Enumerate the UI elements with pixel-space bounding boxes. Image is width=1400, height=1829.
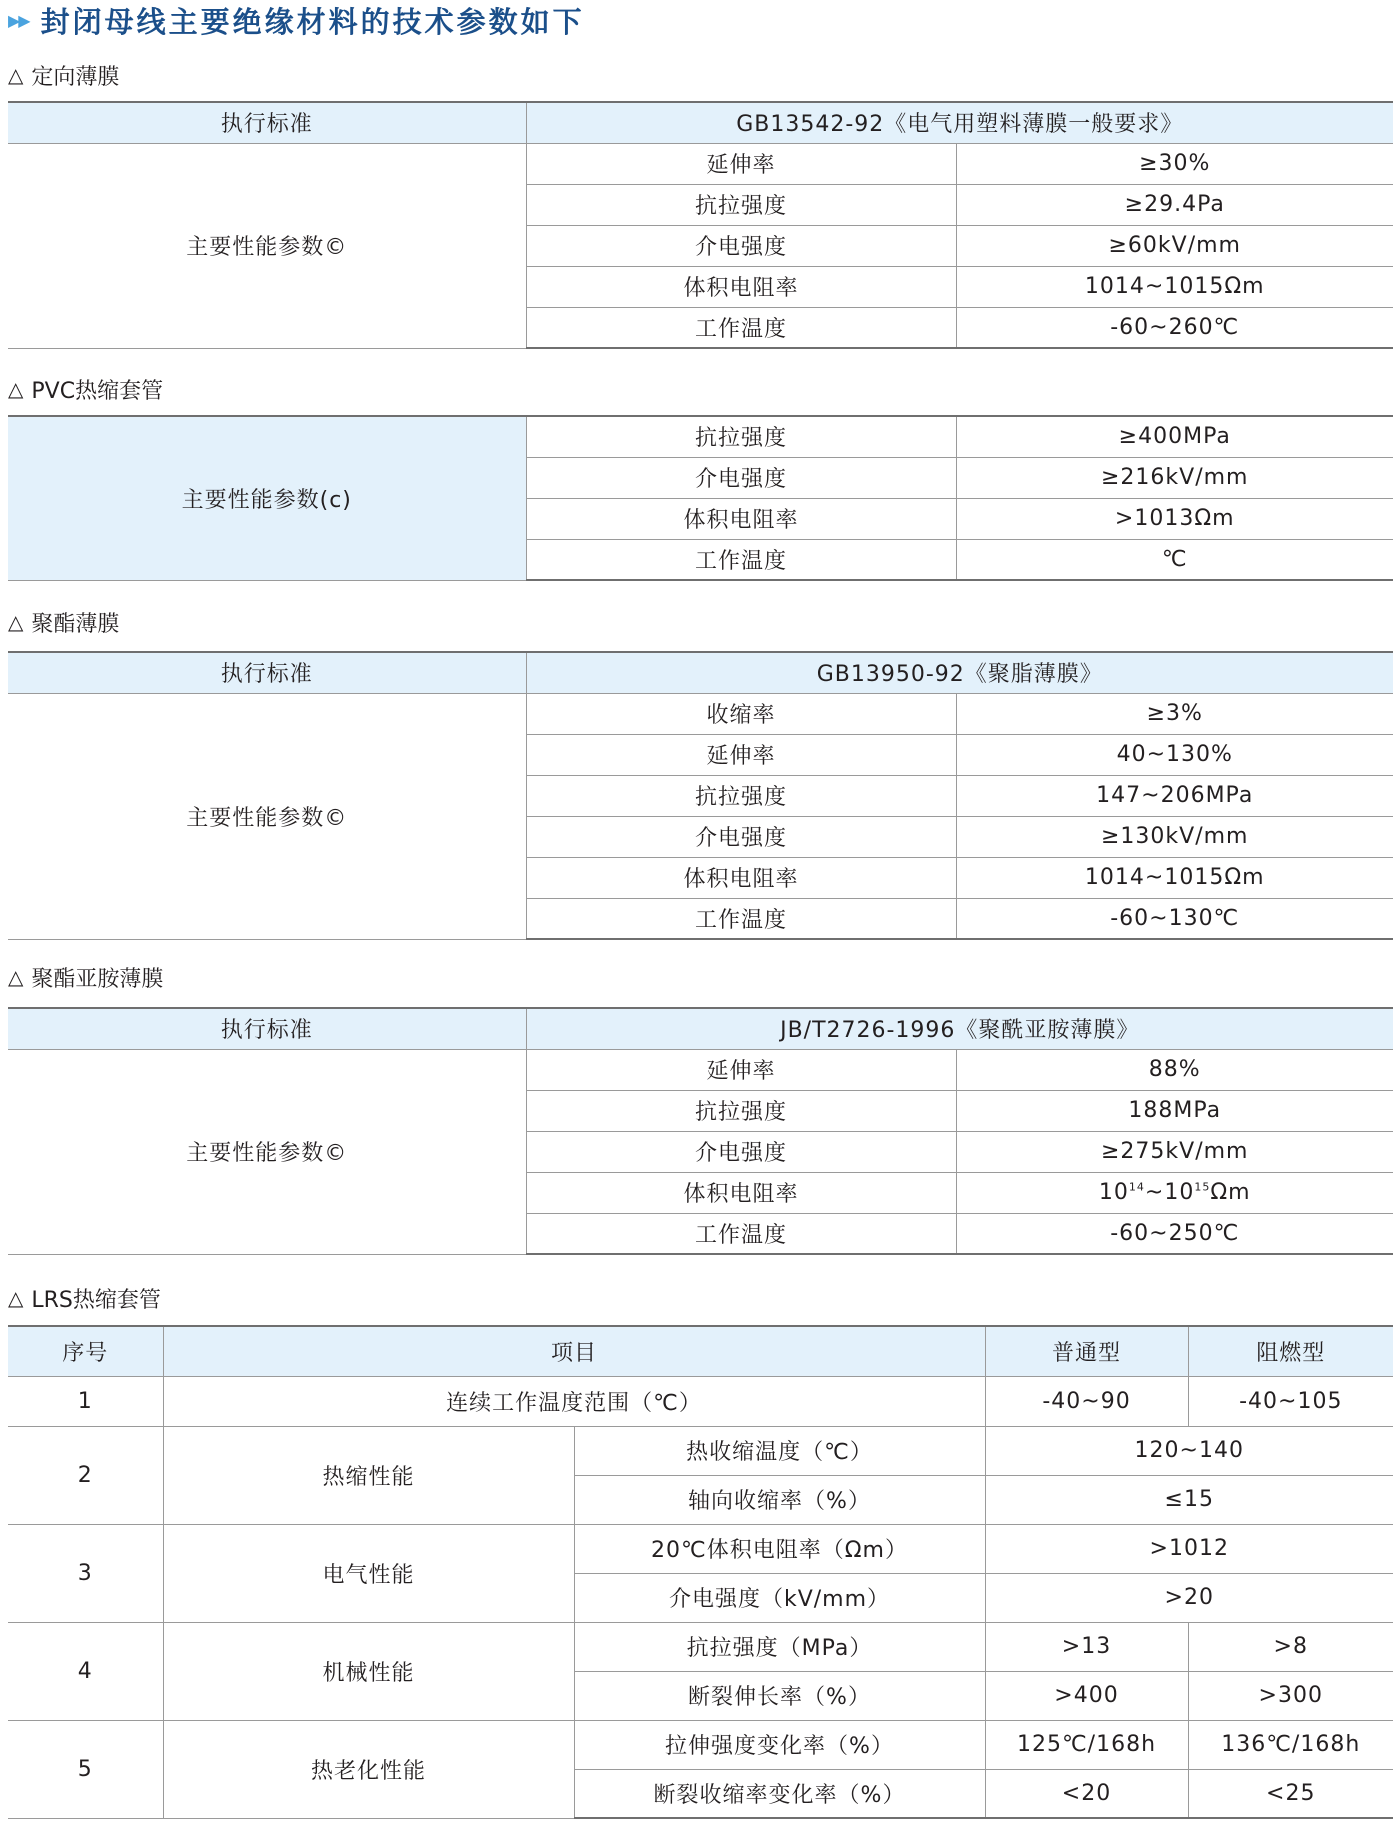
row-group: 热缩性能 (163, 1426, 574, 1524)
resistivity-unit: Ωm (1210, 1180, 1251, 1205)
row-sub-item: 轴向收缩率（%） (574, 1475, 985, 1524)
header-normal: 普通型 (985, 1326, 1188, 1376)
oriented-film-table (8, 101, 1393, 349)
shared-value: ≤15 (985, 1475, 1393, 1524)
param-value: ≥30% (956, 143, 1393, 184)
triangle-icon: △ (8, 63, 24, 87)
section-heading-text: LRS热缩套管 (31, 1287, 161, 1313)
param-name: 体积电阻率 (526, 1172, 956, 1213)
shared-value: 120~140 (985, 1426, 1393, 1475)
param-value: 147~206MPa (956, 775, 1393, 816)
pvc-sleeve-table (8, 415, 1393, 581)
normal-value: -40~90 (985, 1376, 1188, 1426)
row-sub-item: 20℃体积电阻率（Ωm） (574, 1524, 985, 1573)
param-value: ≥29.4Pa (956, 184, 1393, 225)
param-value: ℃ (956, 539, 1393, 580)
standard-label: 执行标准 (8, 652, 526, 693)
row-sub-item: 断裂收缩率变化率（%） (574, 1769, 985, 1818)
section-heading-text: 聚酯薄膜 (31, 611, 120, 637)
section-heading-polyester-film (8, 605, 119, 639)
section-heading-text: PVC热缩套管 (31, 378, 164, 404)
param-value: ≥400MPa (956, 416, 1393, 457)
param-label: 主要性能参数© (8, 1049, 526, 1254)
param-name: 抗拉强度 (526, 184, 956, 225)
triangle-icon: △ (8, 377, 24, 401)
triangle-icon: △ (8, 610, 24, 634)
param-name: 抗拉强度 (526, 1090, 956, 1131)
resistivity-base: 10 (1164, 1180, 1195, 1205)
param-name: 工作温度 (526, 539, 956, 580)
param-name: 介电强度 (526, 457, 956, 498)
header-item: 项目 (163, 1326, 985, 1376)
header-no: 序号 (8, 1326, 163, 1376)
row-no: 2 (8, 1426, 163, 1524)
row-no: 1 (8, 1376, 163, 1426)
row-sub-item: 热收缩温度（℃） (574, 1426, 985, 1475)
standard-value: GB13950-92《聚脂薄膜》 (526, 652, 1393, 693)
triangle-icon: △ (8, 1286, 24, 1310)
polyimide-film-table (8, 1007, 1393, 1255)
param-name: 介电强度 (526, 816, 956, 857)
row-sub-item: 断裂伸长率（%） (574, 1671, 985, 1720)
param-value: 40~130% (956, 734, 1393, 775)
param-value: 1014~1015Ωm (956, 857, 1393, 898)
param-label: 主要性能参数(c) (8, 416, 526, 580)
param-label: 主要性能参数© (8, 143, 526, 348)
row-sub-item: 抗拉强度（MPa） (574, 1622, 985, 1671)
standard-value: JB/T2726-1996《聚酰亚胺薄膜》 (526, 1008, 1393, 1049)
standard-label: 执行标准 (8, 102, 526, 143)
param-value: ≥216kV/mm (956, 457, 1393, 498)
resistivity-base: 10 (1098, 1180, 1129, 1205)
param-value: 1014~1015Ωm (956, 266, 1393, 307)
normal-value: 125℃/168h (985, 1720, 1188, 1769)
param-value: >1013Ωm (956, 498, 1393, 539)
row-sub-item: 介电强度（kV/mm） (574, 1573, 985, 1622)
param-value: 88% (956, 1049, 1393, 1090)
lrs-sleeve-table (8, 1325, 1393, 1819)
param-name: 延伸率 (526, 734, 956, 775)
row-item: 连续工作温度范围（℃） (163, 1376, 985, 1426)
double-arrow-icon: ▶▶ (8, 10, 29, 30)
section-heading-text: 定向薄膜 (31, 64, 120, 90)
range-separator: ~ (1144, 1180, 1165, 1205)
param-label: 主要性能参数© (8, 693, 526, 939)
param-name: 介电强度 (526, 1131, 956, 1172)
param-name: 介电强度 (526, 225, 956, 266)
page-title (8, 0, 585, 40)
flame-value: 136℃/168h (1188, 1720, 1393, 1769)
flame-value: <25 (1188, 1769, 1393, 1818)
polyester-film-table (8, 651, 1393, 940)
param-value: 188MPa (956, 1090, 1393, 1131)
shared-value: >20 (985, 1573, 1393, 1622)
param-value: ≥60kV/mm (956, 225, 1393, 266)
page-title-text: 封闭母线主要绝缘材料的技术参数如下 (40, 4, 585, 39)
section-heading-polyimide-film (8, 960, 163, 994)
row-no: 3 (8, 1524, 163, 1622)
param-value (956, 1172, 1393, 1213)
normal-value: >400 (985, 1671, 1188, 1720)
param-name: 体积电阻率 (526, 266, 956, 307)
param-value: -60~250℃ (956, 1213, 1393, 1254)
param-name: 工作温度 (526, 1213, 956, 1254)
param-name: 体积电阻率 (526, 498, 956, 539)
param-value: ≥275kV/mm (956, 1131, 1393, 1172)
section-heading-oriented-film (8, 58, 119, 92)
standard-label: 执行标准 (8, 1008, 526, 1049)
param-name: 延伸率 (526, 143, 956, 184)
param-name: 体积电阻率 (526, 857, 956, 898)
param-name: 收缩率 (526, 693, 956, 734)
standard-value: GB13542-92《电气用塑料薄膜一般要求》 (526, 102, 1393, 143)
flame-value: >300 (1188, 1671, 1393, 1720)
flame-value: >8 (1188, 1622, 1393, 1671)
row-no: 5 (8, 1720, 163, 1818)
param-value: -60~130℃ (956, 898, 1393, 939)
section-heading-text: 聚酯亚胺薄膜 (31, 966, 164, 992)
param-name: 工作温度 (526, 307, 956, 348)
row-group: 电气性能 (163, 1524, 574, 1622)
triangle-icon: △ (8, 965, 24, 989)
param-value: -60~260℃ (956, 307, 1393, 348)
param-name: 抗拉强度 (526, 416, 956, 457)
normal-value: <20 (985, 1769, 1188, 1818)
normal-value: >13 (985, 1622, 1188, 1671)
param-value: ≥3% (956, 693, 1393, 734)
param-name: 工作温度 (526, 898, 956, 939)
row-group: 热老化性能 (163, 1720, 574, 1818)
shared-value: >1012 (985, 1524, 1393, 1573)
header-flame-retardant: 阻燃型 (1188, 1326, 1393, 1376)
param-name: 抗拉强度 (526, 775, 956, 816)
row-group: 机械性能 (163, 1622, 574, 1720)
flame-value: -40~105 (1188, 1376, 1393, 1426)
row-sub-item: 拉伸强度变化率（%） (574, 1720, 985, 1769)
param-value: ≥130kV/mm (956, 816, 1393, 857)
section-heading-pvc-sleeve (8, 372, 163, 406)
resistivity-exponent: 15 (1194, 1180, 1211, 1194)
param-name: 延伸率 (526, 1049, 956, 1090)
resistivity-exponent: 14 (1128, 1180, 1145, 1194)
row-no: 4 (8, 1622, 163, 1720)
section-heading-lrs-sleeve (8, 1281, 161, 1315)
